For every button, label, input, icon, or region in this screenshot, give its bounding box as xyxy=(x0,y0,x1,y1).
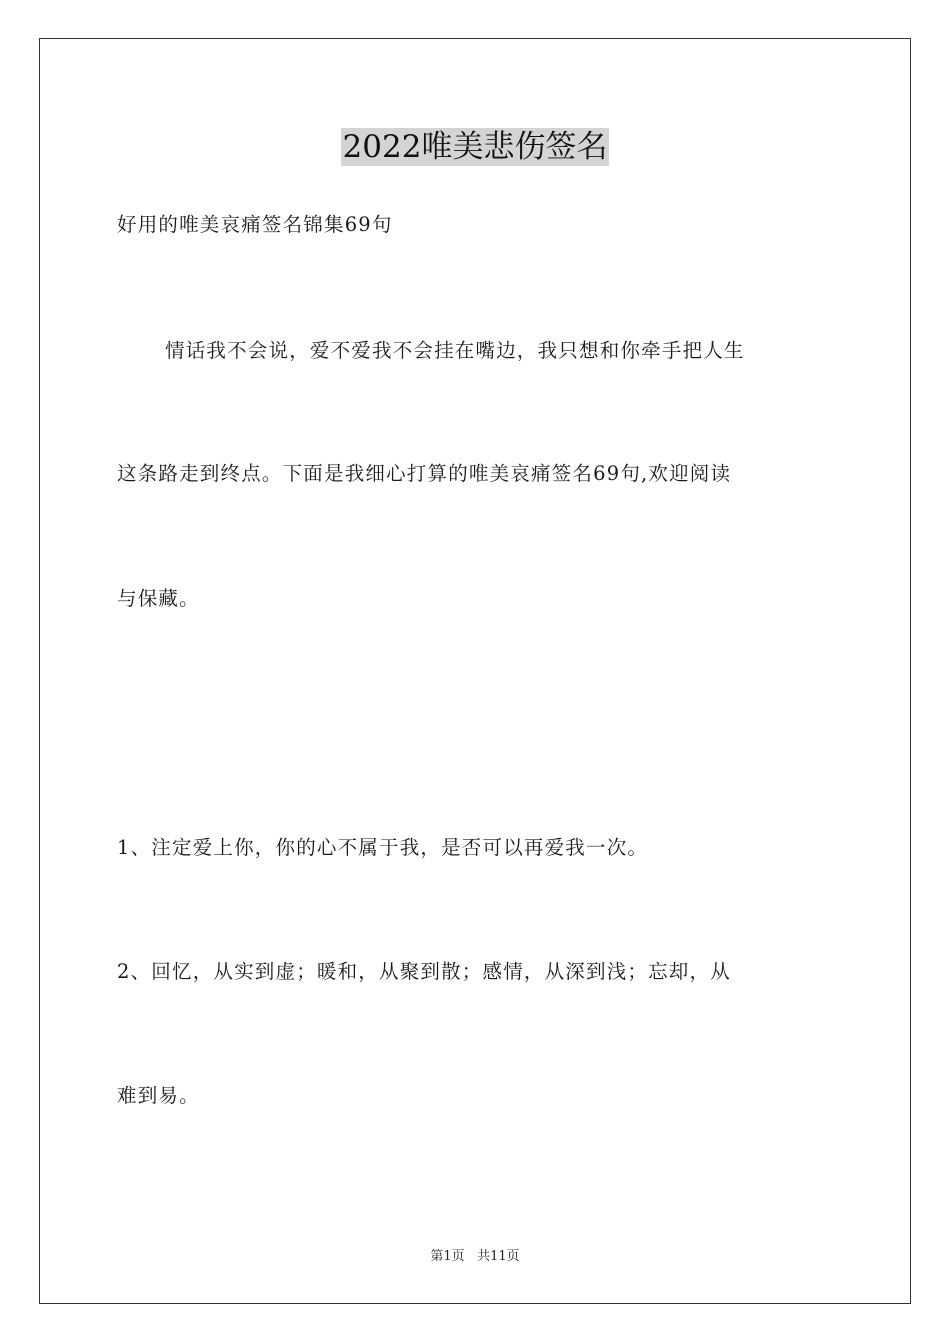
intro-line-1: 情话我不会说，爱不爱我不会挂在嘴边，我只想和你牵手把人生 xyxy=(165,339,745,362)
title-container xyxy=(0,128,950,166)
page-footer xyxy=(0,1248,950,1266)
subtitle: 好用的唯美哀痛签名锦集69句 xyxy=(117,213,393,236)
item-2-line-1: 2、回忆，从实到虚；暖和，从聚到散；感情，从深到浅；忘却，从 xyxy=(117,960,731,983)
item-1-line-1: 1、注定爱上你，你的心不属于我，是否可以再爱我一次。 xyxy=(117,836,649,859)
item-2-line-2: 难到易。 xyxy=(117,1084,200,1107)
document-title: 2022唯美悲伤签名 xyxy=(342,129,608,165)
page-number: 第1页 xyxy=(430,1249,465,1264)
intro-line-3: 与保藏。 xyxy=(117,587,200,610)
page-total: 共11页 xyxy=(477,1249,520,1264)
intro-line-2: 这条路走到终点。下面是我细心打算的唯美哀痛签名69句,欢迎阅读 xyxy=(117,462,732,485)
